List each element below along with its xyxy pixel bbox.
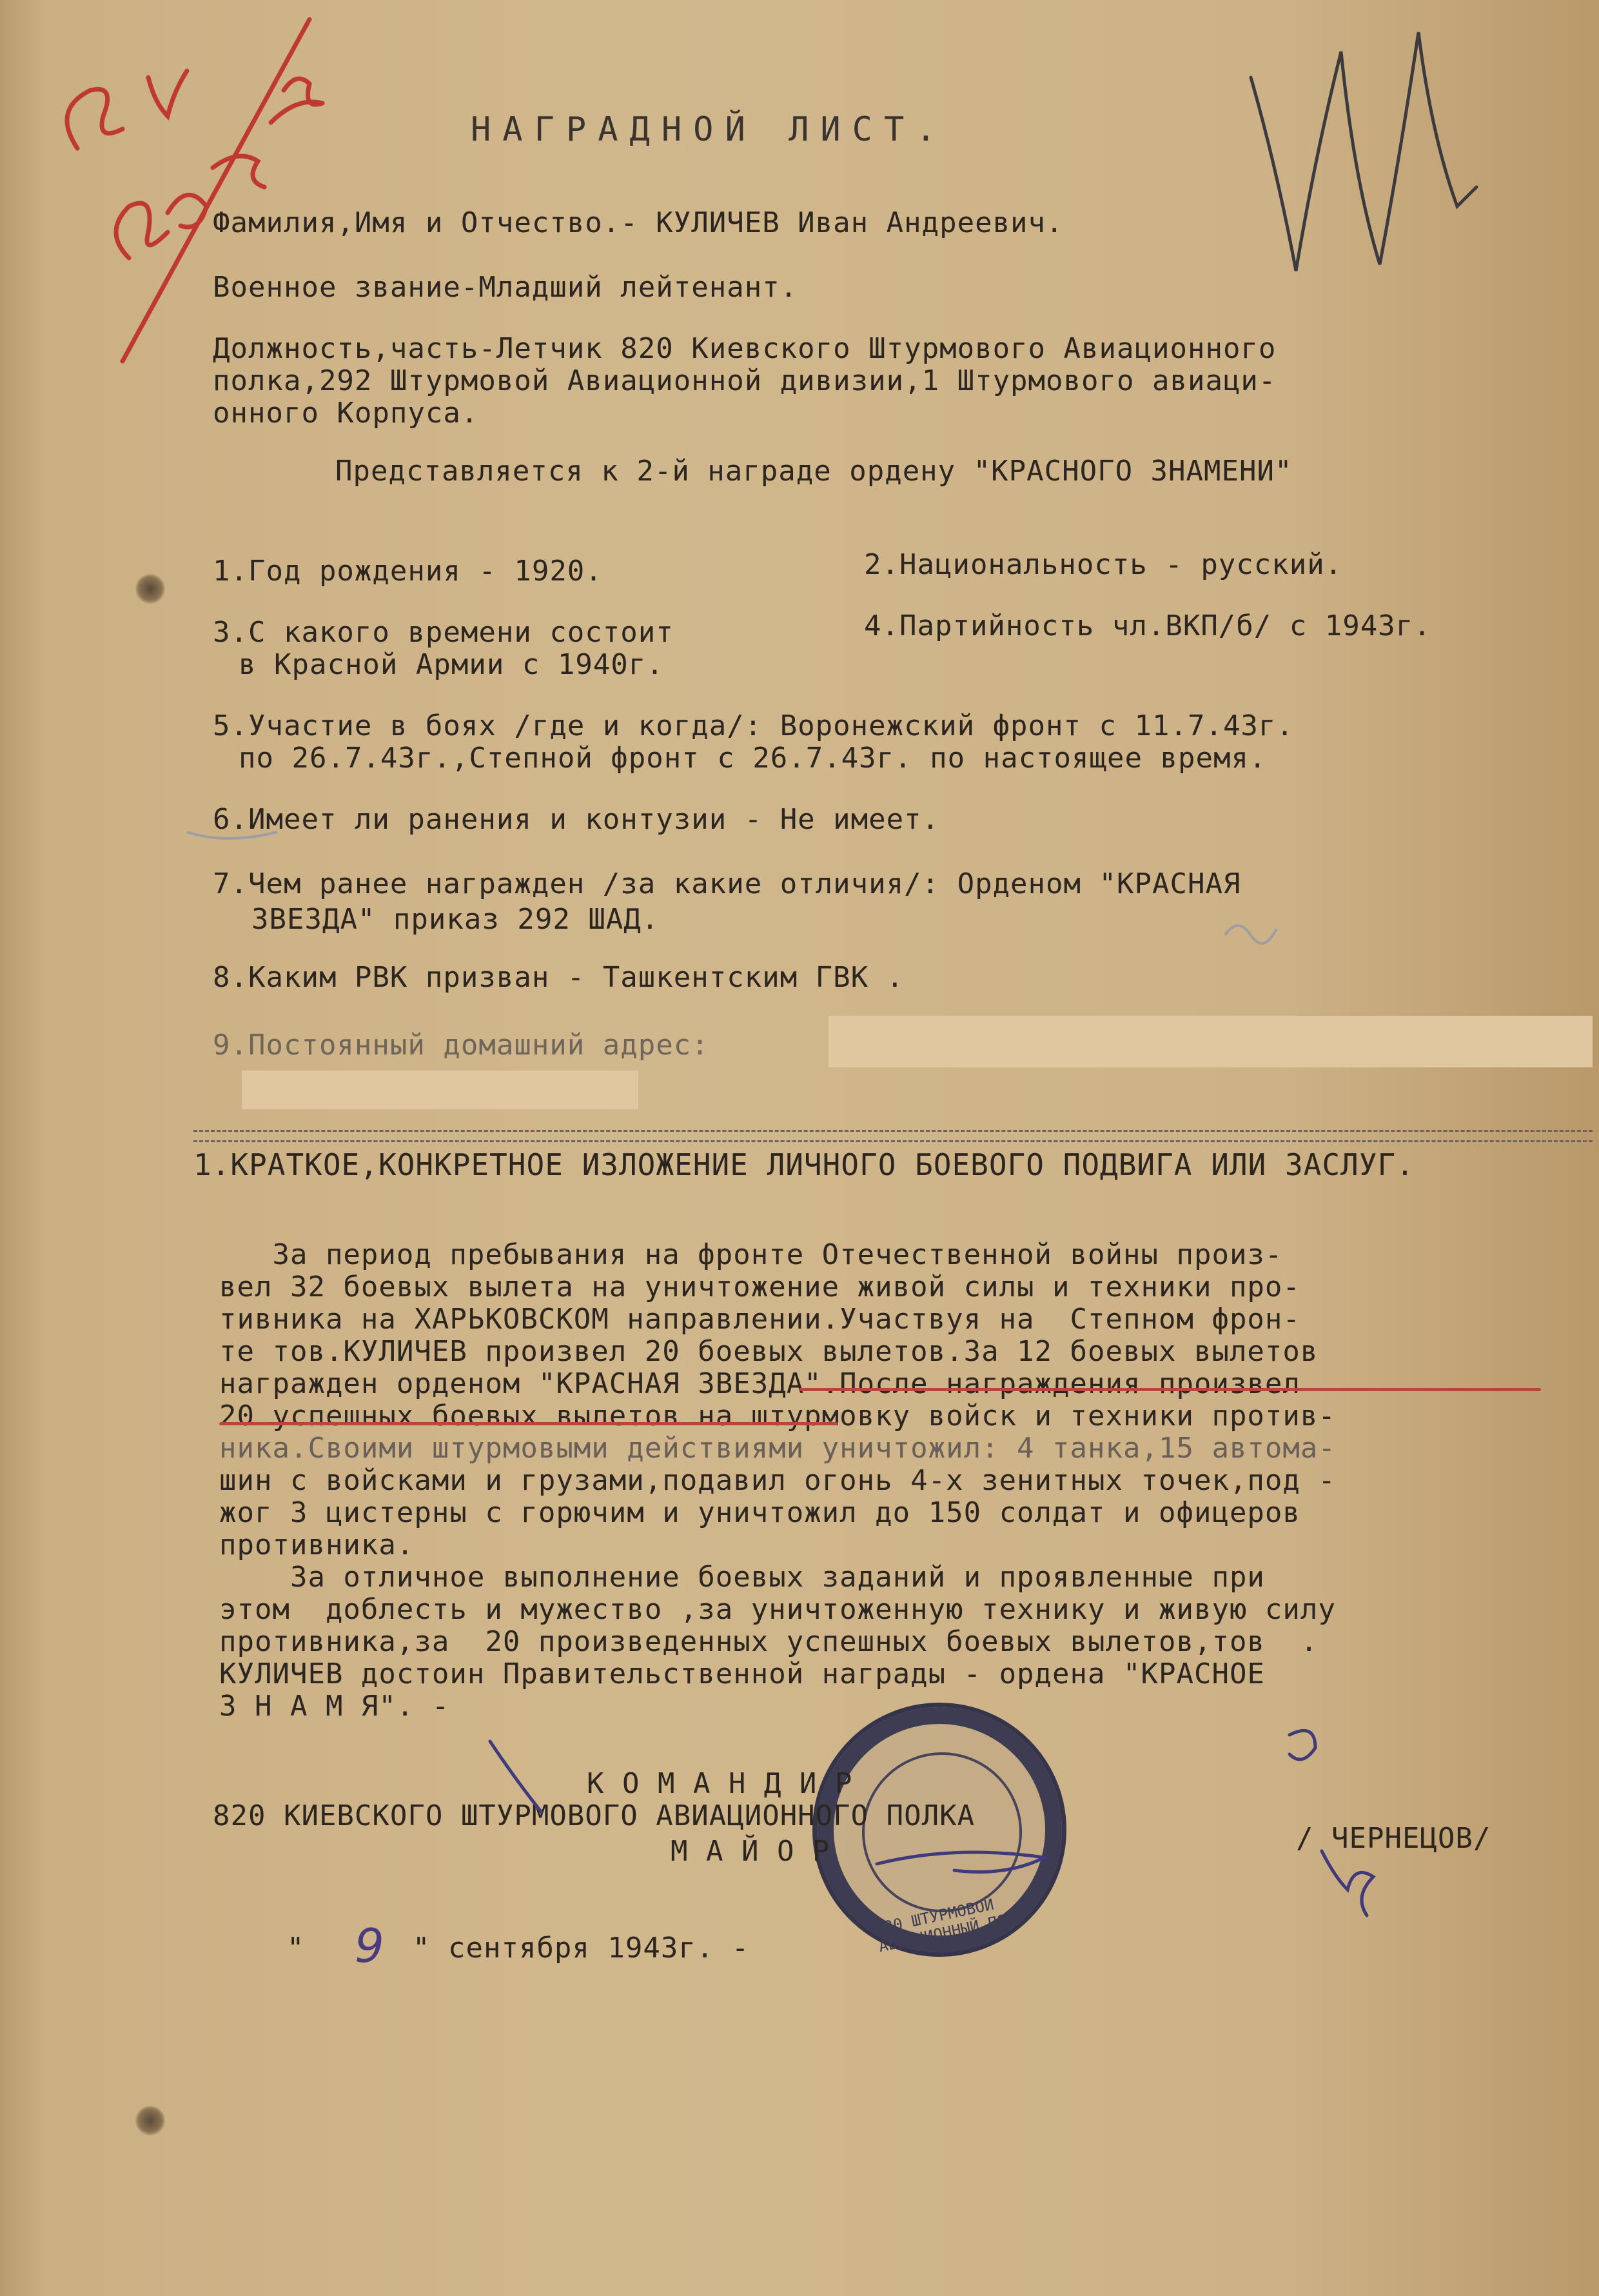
field-draft-office: 8.Каким РВК призван - Ташкентским ГВК . — [213, 961, 905, 994]
conclusion-line: За отличное выполнение боевых заданий и проявленные при — [219, 1561, 1265, 1594]
name-line: Фамилия,Имя и Отчество.- КУЛИЧЕВ Иван Андреевич. — [213, 206, 1064, 239]
red-archive-mark — [67, 19, 322, 361]
body-line: противника. — [219, 1529, 415, 1561]
presented-line: Представляется к 2-й награде ордену "КРАСНОГО ЗНАМЕНИ" — [335, 455, 1293, 488]
field-nationality: 2.Национальность - русский. — [864, 548, 1343, 581]
body-line: ника.Своими штурмовыми действиями уничтожил: 4 танка,15 автома- — [219, 1432, 1336, 1465]
body-line: шин с войсками и грузами,подавил огонь 4-х зенитных точек,под - — [219, 1464, 1336, 1497]
date-open-quote: " — [287, 1932, 305, 1964]
commander-signature-icon — [490, 1730, 1373, 1915]
body-line: 20 успешных боевых вылетов на штурмовку войск и техники против- — [219, 1400, 1336, 1432]
commander-rank: М А Й О Р — [671, 1835, 830, 1868]
position-line-1: Должность,часть-Летчик 820 Киевского Штурмового Авиационного — [213, 332, 1277, 365]
field-previous-awards-2: ЗВЕЗДА" приказ 292 ШАД. — [251, 903, 660, 936]
date-rest: " сентября 1943г. - — [413, 1932, 750, 1964]
field-previous-awards-1: 7.Чем ранее награжден /за какие отличия/: Орденом "КРАСНАЯ — [213, 867, 1241, 900]
conclusion-line: противника,за 20 произведенных успешных боевых вылетов,тов . — [219, 1625, 1319, 1658]
position-line-3: онного Корпуса. — [213, 397, 479, 430]
conclusion-line: КУЛИЧЕВ достоин Правительственной награды - ордена "КРАСНОЕ — [219, 1658, 1265, 1690]
field-service-since-2: в Красной Армии с 1940г. — [239, 648, 664, 681]
field-battles-2: по 26.7.43г.,Степной фронт с 26.7.43г. по настоящее время. — [239, 742, 1267, 775]
field-home-address: 9.Постоянный домашний адрес: — [213, 1029, 709, 1062]
field-birth-year: 1.Год рождения - 1920. — [213, 555, 603, 588]
body-line: те тов.КУЛИЧЕВ произвел 20 боевых вылетов.За 12 боевых вылетов — [219, 1335, 1319, 1368]
position-line-2: полка,292 Штурмовой Авиационной дивизии,1 Штурмового авиаци- — [213, 364, 1277, 397]
commander-label: К О М А Н Д И Р — [587, 1767, 853, 1800]
field-wounds: 6.Имеет ли ранения и контузии - Не имеет. — [213, 803, 940, 836]
field-service-since-1: 3.С какого времени состоит — [213, 616, 674, 649]
field-battles-1: 5.Участие в боях /где и когда/: Воронежский фронт с 11.7.43г. — [213, 709, 1294, 742]
commander-name: / ЧЕРНЕЦОВ/ — [1296, 1822, 1491, 1855]
body-line: тивника на ХАРЬКОВСКОМ направлении.Участвуя на Степном фрон- — [219, 1303, 1300, 1336]
stamp-text: 820 ШТУРМОВОЙ АВИАЦИОННЫЙ ПОЛК — [873, 1895, 1027, 1956]
body-line: вел 32 боевых вылета на уничтожение живой силы и техники про- — [219, 1271, 1300, 1303]
body-line: жог 3 цистерны с горючим и уничтожил до 150 солдат и офицеров — [219, 1496, 1300, 1529]
signature-icon — [1251, 32, 1476, 271]
date-day-handwritten: 9 — [355, 1919, 384, 1973]
faint-blue-mark — [187, 832, 1277, 944]
conclusion-line: З Н А М Я". - — [219, 1690, 450, 1723]
body-line: награжден орденом "КРАСНАЯ ЗВЕЗДА".После награждения произвел — [219, 1367, 1300, 1400]
section-heading: 1.КРАТКОЕ,КОНКРЕТНОЕ ИЗЛОЖЕНИЕ ЛИЧНОГО БОЕВОГО ПОДВИГА ИЛИ ЗАСЛУГ. — [193, 1147, 1415, 1182]
field-party: 4.Партийность чл.ВКП/б/ с 1943г. — [864, 609, 1431, 642]
rank-line: Военное звание-Младший лейтенант. — [213, 271, 798, 304]
conclusion-line: этом доблесть и мужество ,за уничтоженную технику и живую силу — [219, 1593, 1336, 1626]
document-title: НАГРАДНОЙ ЛИСТ. — [471, 110, 948, 149]
body-line: За период пребывания на фронте Отечественной войны произ- — [219, 1238, 1283, 1271]
regiment-name: 820 КИЕВСКОГО ШТУРМОВОГО АВИАЦИОННОГО ПОЛКА — [213, 1799, 976, 1832]
